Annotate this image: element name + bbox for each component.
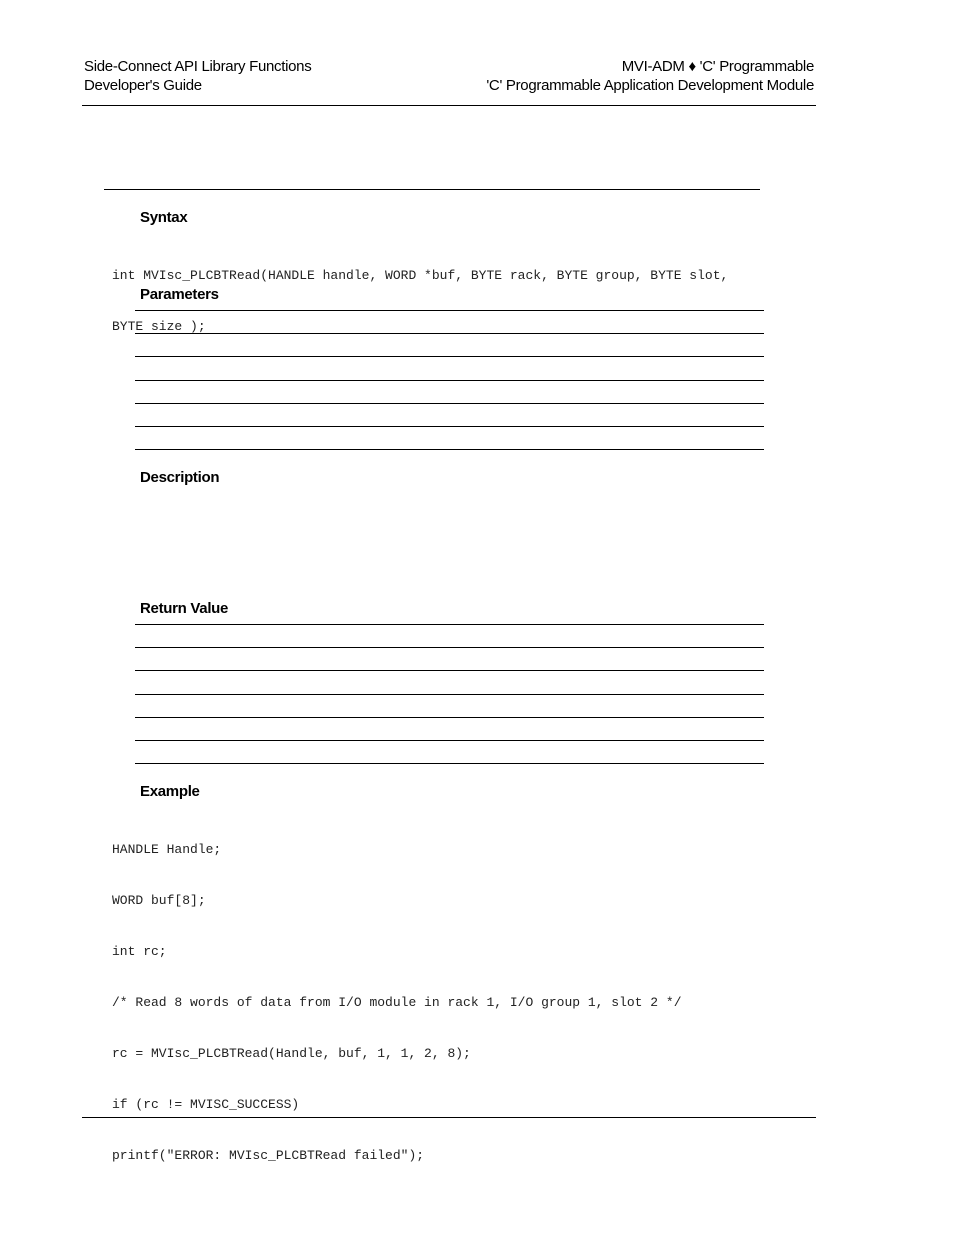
parameters-table-rule [135, 333, 764, 334]
return-value-table-rule [135, 740, 764, 741]
example-code-line: printf("ERROR: MVIsc_PLCBTRead failed"); [112, 1148, 425, 1163]
parameters-table-rule [135, 356, 764, 357]
parameters-table-rule [135, 403, 764, 404]
example-code-line: HANDLE Handle; [112, 842, 222, 857]
example-code-line: rc = MVIsc_PLCBTRead(Handle, buf, 1, 1, 2, 8); [112, 1046, 471, 1061]
header-left-subtitle: Developer's Guide [84, 77, 202, 94]
parameters-table-rule [135, 449, 764, 450]
syntax-code-line: BYTE size ); [112, 319, 206, 334]
return-value-heading: Return Value [140, 600, 229, 617]
syntax-code-line: int MVIsc_PLCBTRead(HANDLE handle, WORD *buf, BYTE rack, BYTE group, BYTE slot, [112, 268, 729, 283]
header-right [486, 57, 814, 95]
parameters-table-rule [135, 426, 764, 427]
example-code-block [112, 807, 682, 1181]
example-code-line: WORD buf[8]; [112, 893, 206, 908]
return-value-table-rule [135, 647, 764, 648]
header-right-subtitle: 'C' Programmable Application Development Module [486, 77, 814, 94]
function-title-rule [104, 189, 760, 190]
example-code-line: /* Read 8 words of data from I/O module in rack 1, I/O group 1, slot 2 */ [112, 995, 682, 1010]
return-value-table-rule [135, 763, 764, 764]
header-rule [82, 105, 816, 106]
return-value-table-rule [135, 624, 764, 625]
example-code-line: if (rc != MVISC_SUCCESS) [112, 1097, 300, 1112]
description-heading: Description [140, 469, 220, 486]
parameters-heading: Parameters [140, 286, 219, 303]
syntax-heading: Syntax [140, 209, 188, 226]
return-value-table-rule [135, 717, 764, 718]
parameters-table-rule [135, 380, 764, 381]
example-heading: Example [140, 783, 200, 800]
header-right-title: MVI-ADM ♦ 'C' Programmable [621, 58, 814, 75]
return-value-table-rule [135, 694, 764, 695]
return-value-table-rule [135, 670, 764, 671]
header-left [84, 57, 311, 95]
example-code-line: int rc; [112, 944, 167, 959]
parameters-table-rule [135, 310, 764, 311]
footer-rule [82, 1117, 816, 1118]
header-left-title: Side-Connect API Library Functions [84, 58, 312, 75]
